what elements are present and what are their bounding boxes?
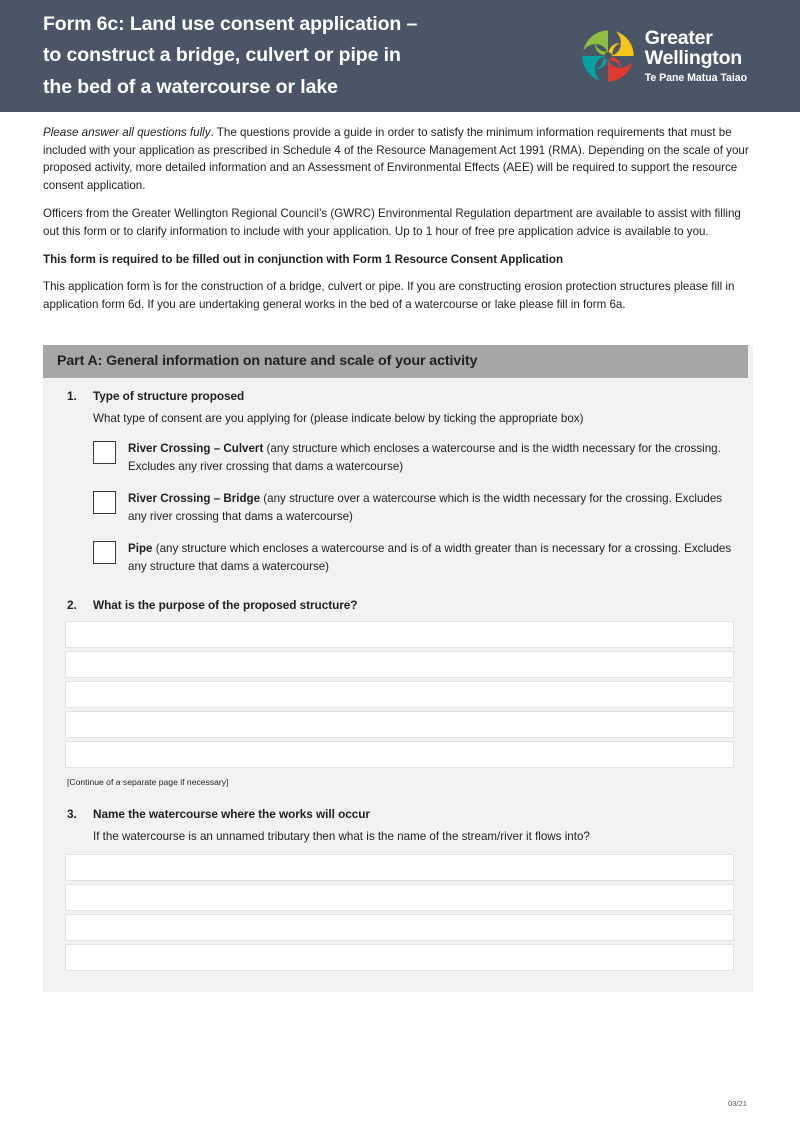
page-title-line-1: Form 6c: Land use consent application –	[43, 12, 418, 35]
question-1-title: Type of structure proposed	[93, 389, 245, 403]
question-2-number: 2.	[67, 597, 77, 612]
answer-line[interactable]	[65, 711, 734, 738]
answer-line[interactable]	[65, 944, 734, 971]
footer-version-code: 03/21	[727, 1099, 747, 1108]
question-3-subtitle: If the watercourse is an unnamed tributary then what is the name of the stream/river it flows into?	[93, 829, 590, 843]
option-river-crossing-culvert[interactable]	[93, 440, 735, 476]
logo-tagline: Te Pane Matua Taiao	[644, 71, 747, 84]
question-3-title: Name the watercourse where the works will occur	[93, 806, 370, 821]
page-title-line-3: the bed of a watercourse or lake	[43, 75, 338, 98]
question-1-number: 1.	[67, 389, 77, 403]
checkbox-river-crossing-culvert[interactable]	[93, 441, 116, 464]
answer-line[interactable]	[65, 854, 734, 881]
option-pipe-text	[128, 540, 735, 576]
answer-line[interactable]	[65, 651, 734, 678]
answer-line[interactable]	[65, 914, 734, 941]
question-1-head	[67, 389, 735, 403]
option-pipe-description: (any structure which encloses a watercourse and is of a width greater than is necessary for a crossing. Excludes any structure that dams a watercourse)	[128, 541, 732, 573]
part-a-panel	[43, 345, 753, 992]
option-river-crossing-bridge-label: River Crossing – Bridge	[128, 491, 261, 505]
part-a-heading-bar	[43, 345, 748, 378]
answer-line[interactable]	[65, 621, 734, 648]
option-pipe[interactable]	[93, 540, 735, 576]
logo-word-greater: Greater	[644, 26, 713, 49]
option-river-crossing-bridge-text	[128, 490, 735, 526]
question-1-subtitle: What type of consent are you applying for (please indicate below by ticking the appropriate box)	[93, 412, 584, 425]
question-3-head	[67, 807, 735, 821]
intro-emphasis: Please answer all questions fully	[43, 126, 211, 139]
question-1-options	[93, 440, 735, 576]
greater-wellington-koru-logo-icon	[580, 28, 636, 84]
option-river-crossing-culvert-description: (any structure which encloses a watercourse and is the width necessary for the crossing. Excludes any river crossing that dams a watercourse)	[128, 441, 721, 473]
logo-wordmark	[644, 26, 747, 84]
option-river-crossing-bridge-description: (any structure over a watercourse which is the width necessary for the crossing. Excludes any river crossing that dams a watercourse)	[128, 491, 723, 523]
intro-paragraph-3	[43, 251, 749, 269]
page-title-line-2: to construct a bridge, culvert or pipe in	[43, 44, 401, 67]
checkbox-pipe[interactable]	[93, 541, 116, 564]
option-pipe-label: Pipe	[128, 541, 153, 555]
question-2-head	[67, 598, 735, 612]
answer-line[interactable]	[65, 884, 734, 911]
intro-paragraph-4: This application form is for the construction of a bridge, culvert or pipe. If you are constructing erosion protection structures please fill in application form 6d. If you are undertaking general works in the bed of a watercourse or lake please fill in form 6a.	[43, 280, 735, 311]
part-a-heading-label: Part A: General information on nature and scale of your activity	[57, 353, 478, 369]
answer-line[interactable]	[65, 741, 734, 768]
intro-text-block	[43, 124, 749, 324]
page-title	[43, 9, 417, 104]
question-3-number: 3.	[67, 806, 77, 821]
question-3	[43, 807, 753, 846]
question-2	[43, 598, 753, 612]
option-river-crossing-culvert-text	[128, 440, 735, 476]
intro-paragraph-1-rest: . The questions provide a guide in order to satisfy the minimum information requirements that must be included with your application as prescribed in Schedule 4 of the Resource Management Act 1991 (RMA). Depending on the scale of your proposed activity, more detailed information and an Assessment of Environmental Effects (AEE) will be required to support the resource consent application.	[43, 126, 749, 192]
option-river-crossing-bridge[interactable]	[93, 490, 735, 526]
answer-line[interactable]	[65, 681, 734, 708]
intro-paragraph-3-bold: This form is required to be filled out in conjunction with Form 1 Resource Consent Application	[43, 252, 564, 266]
option-river-crossing-culvert-label: River Crossing – Culvert	[128, 441, 264, 455]
page-header-band	[0, 0, 800, 112]
question-2-title: What is the purpose of the proposed structure?	[93, 597, 358, 612]
logo-word-wellington: Wellington	[644, 47, 743, 70]
question-1	[43, 389, 753, 576]
greater-wellington-logo	[580, 28, 757, 84]
intro-paragraph-1	[43, 124, 749, 194]
question-2-answer-lines	[65, 621, 734, 768]
question-2-note: [Continue of a separate page if necessary]	[67, 776, 229, 787]
checkbox-river-crossing-bridge[interactable]	[93, 491, 116, 514]
intro-paragraph-2: Officers from the Greater Wellington Regional Council’s (GWRC) Environmental Regulation department are available to assist with filling out this form or to clarify information to include with your application. Up to 1 hour of free pre application advice is available to you.	[43, 207, 741, 239]
question-3-answer-lines	[65, 854, 734, 971]
